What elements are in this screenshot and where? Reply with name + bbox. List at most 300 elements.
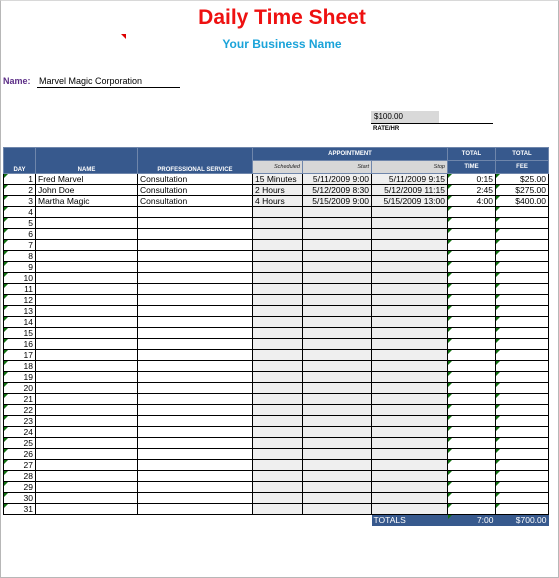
cell-day[interactable] <box>4 438 36 449</box>
cell-total-fee[interactable] <box>496 207 549 218</box>
cell-scheduled[interactable] <box>253 460 303 471</box>
cell-name[interactable] <box>36 251 138 262</box>
cell-day[interactable] <box>4 405 36 416</box>
cell-start[interactable] <box>303 394 372 405</box>
cell-total-time[interactable] <box>448 438 496 449</box>
cell-total-time[interactable] <box>448 339 496 350</box>
cell-total-time[interactable] <box>448 240 496 251</box>
cell-name[interactable] <box>36 295 138 306</box>
cell-stop[interactable] <box>372 240 448 251</box>
cell-day[interactable] <box>4 460 36 471</box>
rate-value[interactable]: $100.00 <box>371 111 439 123</box>
error-indicator-icon <box>496 482 500 486</box>
cell-start[interactable] <box>303 262 372 273</box>
cell-total-time[interactable] <box>448 174 496 185</box>
cell-service[interactable] <box>138 185 253 196</box>
cell-scheduled[interactable] <box>253 471 303 482</box>
cell-day[interactable] <box>4 262 36 273</box>
cell-start[interactable] <box>303 339 372 350</box>
cell-service[interactable] <box>138 504 253 515</box>
cell-total-time[interactable] <box>448 251 496 262</box>
cell-scheduled[interactable] <box>253 240 303 251</box>
cell-total-fee[interactable] <box>496 284 549 295</box>
cell-day[interactable] <box>4 218 36 229</box>
cell-service[interactable] <box>138 438 253 449</box>
header-scheduled: Scheduled <box>253 161 303 174</box>
cell-scheduled[interactable] <box>253 207 303 218</box>
cell-stop[interactable] <box>372 218 448 229</box>
error-indicator-icon <box>448 207 452 211</box>
cell-scheduled[interactable] <box>253 196 303 207</box>
cell-name[interactable] <box>36 427 138 438</box>
cell-name[interactable] <box>36 372 138 383</box>
cell-day[interactable] <box>4 328 36 339</box>
cell-day[interactable] <box>4 240 36 251</box>
cell-name[interactable] <box>36 284 138 295</box>
error-indicator-icon <box>496 196 500 200</box>
cell-service[interactable] <box>138 460 253 471</box>
cell-service[interactable] <box>138 416 253 427</box>
cell-day[interactable] <box>4 416 36 427</box>
cell-service[interactable] <box>138 218 253 229</box>
cell-total-time[interactable] <box>448 471 496 482</box>
cell-stop[interactable] <box>372 207 448 218</box>
cell-service[interactable] <box>138 405 253 416</box>
error-indicator-icon <box>4 273 8 277</box>
cell-stop[interactable] <box>372 317 448 328</box>
cell-service[interactable] <box>138 372 253 383</box>
header-total-time-top: TOTAL <box>448 148 496 161</box>
cell-stop[interactable] <box>372 306 448 317</box>
cell-name[interactable] <box>36 438 138 449</box>
cell-stop[interactable] <box>372 284 448 295</box>
error-indicator-icon <box>4 317 8 321</box>
cell-start[interactable] <box>303 284 372 295</box>
cell-total-time[interactable] <box>448 229 496 240</box>
cell-stop[interactable] <box>372 273 448 284</box>
cell-name[interactable] <box>36 493 138 504</box>
cell-total-time[interactable] <box>448 372 496 383</box>
cell-scheduled-value: 2 Hours <box>255 185 285 195</box>
cell-start[interactable] <box>303 449 372 460</box>
cell-day[interactable] <box>4 317 36 328</box>
cell-total-fee[interactable] <box>496 482 549 493</box>
cell-name[interactable] <box>36 207 138 218</box>
error-indicator-icon <box>4 207 8 211</box>
cell-scheduled[interactable] <box>253 449 303 460</box>
cell-name[interactable] <box>36 449 138 460</box>
cell-day-value: 18 <box>23 361 33 371</box>
cell-total-time[interactable] <box>448 306 496 317</box>
cell-service[interactable] <box>138 350 253 361</box>
cell-name[interactable] <box>36 405 138 416</box>
cell-total-fee[interactable] <box>496 196 549 207</box>
cell-start[interactable] <box>303 438 372 449</box>
error-indicator-icon <box>448 504 452 508</box>
cell-day[interactable] <box>4 383 36 394</box>
cell-stop[interactable] <box>372 482 448 493</box>
cell-start[interactable] <box>303 350 372 361</box>
totals-label: TOTALS <box>372 515 448 527</box>
cell-start[interactable] <box>303 306 372 317</box>
cell-stop[interactable] <box>372 339 448 350</box>
cell-day[interactable] <box>4 339 36 350</box>
cell-day[interactable] <box>4 174 36 185</box>
cell-scheduled[interactable] <box>253 361 303 372</box>
error-indicator-icon <box>4 262 8 266</box>
error-indicator-icon <box>496 185 500 189</box>
cell-day-value: 8 <box>28 251 33 261</box>
cell-day[interactable] <box>4 207 36 218</box>
cell-start[interactable] <box>303 405 372 416</box>
cell-name[interactable] <box>36 262 138 273</box>
cell-total-time[interactable] <box>448 196 496 207</box>
cell-stop[interactable] <box>372 174 448 185</box>
header-total-time-bottom: TIME <box>448 161 496 174</box>
cell-stop[interactable] <box>372 416 448 427</box>
cell-service[interactable] <box>138 306 253 317</box>
cell-total-fee[interactable] <box>496 240 549 251</box>
cell-start[interactable] <box>303 504 372 515</box>
cell-day-value: 5 <box>28 218 33 228</box>
error-indicator-icon <box>496 372 500 376</box>
error-indicator-icon <box>4 218 8 222</box>
error-indicator-icon <box>4 185 8 189</box>
error-indicator-icon <box>448 372 452 376</box>
cell-scheduled[interactable] <box>253 405 303 416</box>
cell-stop[interactable] <box>372 372 448 383</box>
cell-day[interactable] <box>4 350 36 361</box>
cell-stop[interactable] <box>372 262 448 273</box>
cell-name[interactable] <box>36 482 138 493</box>
cell-start[interactable] <box>303 218 372 229</box>
cell-total-time[interactable] <box>448 383 496 394</box>
cell-start[interactable] <box>303 416 372 427</box>
cell-total-time[interactable] <box>448 328 496 339</box>
cell-total-fee[interactable] <box>496 306 549 317</box>
cell-start[interactable] <box>303 328 372 339</box>
cell-start[interactable] <box>303 471 372 482</box>
cell-total-fee[interactable] <box>496 427 549 438</box>
cell-name[interactable] <box>36 383 138 394</box>
cell-day[interactable] <box>4 273 36 284</box>
cell-scheduled[interactable] <box>253 438 303 449</box>
cell-total-time[interactable] <box>448 416 496 427</box>
cell-scheduled[interactable] <box>253 383 303 394</box>
cell-service[interactable] <box>138 493 253 504</box>
cell-scheduled[interactable] <box>253 328 303 339</box>
cell-scheduled[interactable] <box>253 427 303 438</box>
cell-service[interactable] <box>138 383 253 394</box>
cell-total-fee[interactable] <box>496 328 549 339</box>
error-indicator-icon <box>496 361 500 365</box>
cell-scheduled[interactable] <box>253 350 303 361</box>
header-service: PROFESSIONAL SERVICE <box>138 148 253 174</box>
cell-day[interactable] <box>4 284 36 295</box>
cell-day[interactable] <box>4 504 36 515</box>
cell-scheduled[interactable] <box>253 185 303 196</box>
cell-scheduled[interactable] <box>253 295 303 306</box>
cell-service[interactable] <box>138 449 253 460</box>
cell-name[interactable] <box>36 350 138 361</box>
cell-start[interactable] <box>303 196 372 207</box>
header-row-1 <box>4 148 549 161</box>
error-indicator-icon <box>4 306 8 310</box>
cell-total-fee[interactable] <box>496 438 549 449</box>
cell-start[interactable] <box>303 460 372 471</box>
cell-start[interactable] <box>303 317 372 328</box>
cell-total-fee[interactable] <box>496 471 549 482</box>
cell-total-fee[interactable] <box>496 273 549 284</box>
cell-day[interactable] <box>4 229 36 240</box>
cell-total-fee[interactable] <box>496 317 549 328</box>
cell-stop[interactable] <box>372 493 448 504</box>
cell-service[interactable] <box>138 174 253 185</box>
cell-day[interactable] <box>4 427 36 438</box>
cell-total-time[interactable] <box>448 317 496 328</box>
cell-day[interactable] <box>4 449 36 460</box>
cell-scheduled[interactable] <box>253 416 303 427</box>
cell-stop-value: 5/12/2009 11:15 <box>384 185 445 195</box>
cell-total-time[interactable] <box>448 207 496 218</box>
table-row <box>4 284 549 295</box>
cell-total-fee[interactable] <box>496 460 549 471</box>
error-indicator-icon <box>496 207 500 211</box>
error-indicator-icon <box>4 438 8 442</box>
cell-stop[interactable] <box>372 328 448 339</box>
cell-stop[interactable] <box>372 361 448 372</box>
cell-total-time[interactable] <box>448 273 496 284</box>
cell-scheduled[interactable] <box>253 482 303 493</box>
cell-service[interactable] <box>138 317 253 328</box>
cell-total-time[interactable] <box>448 482 496 493</box>
cell-total-time[interactable] <box>448 361 496 372</box>
error-indicator-icon <box>496 306 500 310</box>
error-indicator-icon <box>448 471 452 475</box>
cell-scheduled[interactable] <box>253 306 303 317</box>
cell-service-value: Consultation <box>140 185 188 195</box>
cell-total-time[interactable] <box>448 350 496 361</box>
cell-service[interactable] <box>138 394 253 405</box>
cell-service[interactable] <box>138 251 253 262</box>
error-indicator-icon <box>4 174 8 178</box>
cell-day[interactable] <box>4 185 36 196</box>
cell-total-fee[interactable] <box>496 262 549 273</box>
cell-name[interactable] <box>36 317 138 328</box>
cell-total-fee[interactable] <box>496 229 549 240</box>
cell-scheduled[interactable] <box>253 273 303 284</box>
cell-stop[interactable] <box>372 185 448 196</box>
cell-total-time[interactable] <box>448 295 496 306</box>
cell-total-fee[interactable] <box>496 251 549 262</box>
cell-total-fee[interactable] <box>496 185 549 196</box>
table-row <box>4 504 549 515</box>
cell-total-fee[interactable] <box>496 339 549 350</box>
cell-name[interactable] <box>36 306 138 317</box>
cell-name[interactable] <box>36 416 138 427</box>
cell-total-fee[interactable] <box>496 350 549 361</box>
cell-scheduled[interactable] <box>253 394 303 405</box>
cell-total-fee[interactable] <box>496 361 549 372</box>
cell-start[interactable] <box>303 383 372 394</box>
cell-total-fee[interactable] <box>496 493 549 504</box>
cell-service[interactable] <box>138 207 253 218</box>
cell-scheduled[interactable] <box>253 218 303 229</box>
header-stop: Stop <box>372 161 448 174</box>
cell-name[interactable] <box>36 273 138 284</box>
cell-day[interactable] <box>4 295 36 306</box>
cell-service[interactable] <box>138 482 253 493</box>
cell-name[interactable] <box>36 504 138 515</box>
cell-service[interactable] <box>138 229 253 240</box>
cell-day-value: 13 <box>23 306 33 316</box>
cell-total-time[interactable] <box>448 284 496 295</box>
cell-day[interactable] <box>4 482 36 493</box>
cell-service[interactable] <box>138 427 253 438</box>
cell-scheduled[interactable] <box>253 372 303 383</box>
cell-total-fee[interactable] <box>496 504 549 515</box>
cell-service[interactable] <box>138 361 253 372</box>
cell-scheduled[interactable] <box>253 262 303 273</box>
cell-stop[interactable] <box>372 383 448 394</box>
cell-start[interactable] <box>303 174 372 185</box>
error-indicator-icon <box>496 273 500 277</box>
cell-stop[interactable] <box>372 251 448 262</box>
cell-stop[interactable] <box>372 504 448 515</box>
cell-name[interactable] <box>36 471 138 482</box>
cell-scheduled[interactable] <box>253 229 303 240</box>
cell-day[interactable] <box>4 361 36 372</box>
cell-start[interactable] <box>303 361 372 372</box>
cell-start[interactable] <box>303 295 372 306</box>
table-row <box>4 471 549 482</box>
cell-scheduled[interactable] <box>253 174 303 185</box>
cell-total-time[interactable] <box>448 394 496 405</box>
cell-stop[interactable] <box>372 405 448 416</box>
cell-day[interactable] <box>4 394 36 405</box>
cell-scheduled[interactable] <box>253 339 303 350</box>
cell-scheduled[interactable] <box>253 504 303 515</box>
cell-service[interactable] <box>138 284 253 295</box>
cell-scheduled[interactable] <box>253 284 303 295</box>
cell-scheduled[interactable] <box>253 317 303 328</box>
cell-name[interactable] <box>36 174 138 185</box>
cell-stop[interactable] <box>372 460 448 471</box>
cell-total-fee[interactable] <box>496 218 549 229</box>
table-row <box>4 251 549 262</box>
cell-total-time[interactable] <box>448 262 496 273</box>
cell-start[interactable] <box>303 493 372 504</box>
cell-start[interactable] <box>303 273 372 284</box>
cell-stop[interactable] <box>372 471 448 482</box>
cell-total-fee[interactable] <box>496 174 549 185</box>
cell-stop[interactable] <box>372 295 448 306</box>
cell-stop[interactable] <box>372 196 448 207</box>
table-row <box>4 317 549 328</box>
cell-scheduled[interactable] <box>253 251 303 262</box>
cell-total-fee[interactable] <box>496 383 549 394</box>
business-name[interactable]: Your Business Name <box>222 37 342 51</box>
total-time-value: 7:00 <box>476 515 494 525</box>
cell-stop[interactable] <box>372 229 448 240</box>
cell-day[interactable] <box>4 372 36 383</box>
cell-scheduled[interactable] <box>253 493 303 504</box>
cell-total-time-value: 4:00 <box>476 196 493 206</box>
cell-day[interactable] <box>4 493 36 504</box>
cell-stop[interactable] <box>372 449 448 460</box>
cell-service[interactable] <box>138 471 253 482</box>
cell-start[interactable] <box>303 229 372 240</box>
cell-name[interactable] <box>36 394 138 405</box>
cell-day[interactable] <box>4 196 36 207</box>
cell-name[interactable] <box>36 240 138 251</box>
cell-total-fee[interactable] <box>496 416 549 427</box>
cell-total-fee[interactable] <box>496 449 549 460</box>
cell-name[interactable] <box>36 196 138 207</box>
cell-stop[interactable] <box>372 427 448 438</box>
cell-stop[interactable] <box>372 438 448 449</box>
cell-service[interactable] <box>138 328 253 339</box>
error-indicator-icon <box>448 185 452 189</box>
table-row <box>4 174 549 185</box>
cell-total-fee[interactable] <box>496 394 549 405</box>
client-name-field[interactable]: Marvel Magic Corporation <box>37 76 180 88</box>
cell-name[interactable] <box>36 185 138 196</box>
cell-service[interactable] <box>138 339 253 350</box>
cell-total-fee[interactable] <box>496 405 549 416</box>
cell-name[interactable] <box>36 361 138 372</box>
cell-start[interactable] <box>303 207 372 218</box>
cell-total-time[interactable] <box>448 185 496 196</box>
cell-start[interactable] <box>303 251 372 262</box>
cell-stop[interactable] <box>372 350 448 361</box>
cell-total-time[interactable] <box>448 460 496 471</box>
cell-name[interactable] <box>36 460 138 471</box>
cell-total-time[interactable] <box>448 405 496 416</box>
cell-day[interactable] <box>4 251 36 262</box>
cell-day[interactable] <box>4 306 36 317</box>
cell-day[interactable] <box>4 471 36 482</box>
error-indicator-icon <box>4 328 8 332</box>
cell-total-time[interactable] <box>448 493 496 504</box>
cell-name[interactable] <box>36 229 138 240</box>
rate-field[interactable] <box>371 111 493 124</box>
cell-start[interactable] <box>303 482 372 493</box>
error-indicator-icon <box>448 229 452 233</box>
cell-service[interactable] <box>138 273 253 284</box>
cell-start[interactable] <box>303 427 372 438</box>
cell-total-fee[interactable] <box>496 372 549 383</box>
cell-name[interactable] <box>36 328 138 339</box>
cell-name[interactable] <box>36 218 138 229</box>
cell-total-time[interactable] <box>448 218 496 229</box>
cell-service[interactable] <box>138 240 253 251</box>
cell-day-value: 22 <box>23 405 33 415</box>
cell-start[interactable] <box>303 372 372 383</box>
cell-total-time[interactable] <box>448 427 496 438</box>
cell-service[interactable] <box>138 196 253 207</box>
cell-day-value: 20 <box>23 383 33 393</box>
cell-start[interactable] <box>303 185 372 196</box>
cell-total-fee[interactable] <box>496 295 549 306</box>
cell-name[interactable] <box>36 339 138 350</box>
cell-service[interactable] <box>138 295 253 306</box>
cell-total-time[interactable] <box>448 504 496 515</box>
cell-start[interactable] <box>303 240 372 251</box>
cell-stop[interactable] <box>372 394 448 405</box>
cell-service[interactable] <box>138 262 253 273</box>
cell-total-time[interactable] <box>448 449 496 460</box>
